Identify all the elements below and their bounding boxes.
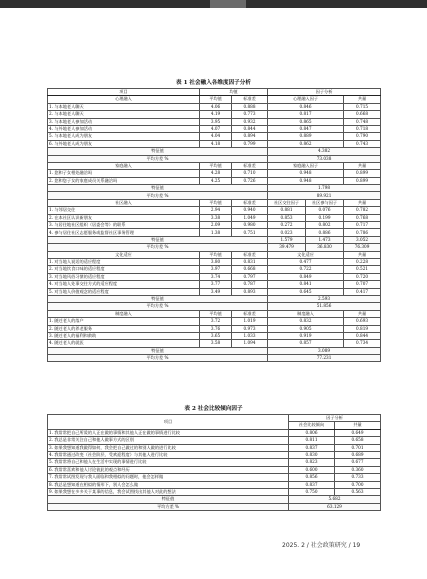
table-row (48, 273, 381, 280)
eigen-value: 3.089 (268, 347, 381, 354)
row-value: 0.846 (268, 103, 344, 110)
row-value: 1.019 (232, 318, 268, 325)
variance-value: 63.129 (289, 503, 381, 510)
row-label: 3. 随迁老人的福利和救助 (48, 332, 200, 339)
row-value: 4.28 (200, 170, 232, 177)
variance-value: 73.038 (268, 155, 381, 162)
table1-caption: 表 1 社会融入各维度因子分析 (176, 80, 251, 86)
row-value: 0.841 (268, 281, 344, 288)
row-value: 0.823 (289, 459, 335, 466)
row-value: 0.701 (335, 444, 381, 451)
row-label: 1. 对当地人说话的适应程度 (48, 258, 200, 265)
top-header-bar (0, 0, 427, 8)
column-head: 共量 (335, 422, 381, 429)
eigen-value: 2.593 (268, 295, 381, 302)
eigen-label: 特征值 (48, 496, 289, 503)
table-row (48, 437, 381, 444)
row-label: 3. 与居住地社区组织（居委会等）的联系 (48, 222, 200, 229)
row-value: 0.932 (232, 118, 268, 125)
table-row (48, 118, 381, 125)
row-value: 0.649 (335, 429, 381, 436)
table-header-row (48, 415, 381, 422)
row-label: 4. 我常常通过改变（社会阶层、受欢迎程度）与其他人进行比较 (48, 451, 289, 458)
table-row (48, 133, 381, 140)
row-value: 1.049 (232, 214, 268, 221)
row-label: 8. 我总是想知道在相似的情形下，别人会怎么做 (48, 481, 289, 488)
row-value: 0.899 (344, 170, 381, 177)
row-value: 0.199 (306, 214, 344, 221)
column-head: 平均值 (200, 310, 232, 317)
row-value: 3.97 (200, 266, 232, 273)
variance-label: 平均方差 % (48, 244, 268, 251)
row-value: 3.76 (200, 325, 232, 332)
row-value: 0.668 (344, 111, 381, 118)
table-row (48, 444, 381, 451)
column-head: 共量 (344, 310, 381, 317)
row-label: 1. 与本地老人聊天 (48, 103, 200, 110)
row-value: 2.94 (200, 207, 232, 214)
row-value: 0.743 (344, 140, 381, 147)
header-mean: 均值 (200, 89, 268, 96)
row-value: 0.748 (344, 118, 381, 125)
row-label: 2. 与本地老人聊天 (48, 111, 200, 118)
row-value: 0.717 (344, 222, 381, 229)
variance-label: 平均方差 % (48, 155, 268, 162)
table-row (48, 266, 381, 273)
variance-value: 76.309 (344, 244, 381, 251)
column-head: 标准差 (232, 199, 268, 206)
row-label: 2. 您和您子女的家庭成员关系融洽吗 (48, 177, 200, 184)
row-value: 0.832 (268, 318, 344, 325)
variance-row (48, 244, 381, 251)
table-row (48, 214, 381, 221)
eigen-row (48, 148, 381, 155)
row-value: 3.49 (200, 288, 232, 295)
row-value: 4.19 (200, 111, 232, 118)
row-label: 1. 随迁老人的落户 (48, 318, 200, 325)
row-value: 0.733 (335, 474, 381, 481)
row-value: 0.844 (232, 125, 268, 132)
row-value: 0.782 (344, 207, 381, 214)
row-value: 3.95 (200, 118, 232, 125)
row-value: 0.856 (289, 474, 335, 481)
variance-row (48, 355, 381, 362)
row-value: 0.888 (232, 103, 268, 110)
row-label: 3. 对当地风俗习惯的适应程度 (48, 273, 200, 280)
row-value: 0.786 (344, 229, 381, 236)
row-value: 0.837 (289, 481, 335, 488)
row-value: 0.668 (232, 266, 268, 273)
row-value: 0.948 (268, 177, 344, 184)
row-value: 1.033 (232, 332, 268, 339)
row-label: 4. 对当地人处事交往方式的适应程度 (48, 281, 200, 288)
row-value: 0.865 (268, 118, 344, 125)
table-row (48, 111, 381, 118)
variance-value: 51.856 (268, 303, 381, 310)
row-value: 0.830 (289, 451, 335, 458)
header-factor: 因子分析 (268, 89, 381, 96)
row-label: 1. 与邻居交往 (48, 207, 200, 214)
table-row (48, 474, 381, 481)
row-value: 0.718 (344, 125, 381, 132)
section-title: 心理融入 (48, 96, 200, 103)
table-row (48, 140, 381, 147)
row-value: 3.77 (200, 281, 232, 288)
row-value: 4.25 (200, 177, 232, 184)
header-accent-mark (210, 0, 246, 8)
row-value: 0.853 (268, 214, 306, 221)
eigen-label: 特征值 (48, 236, 268, 243)
row-value: 0.797 (232, 273, 268, 280)
variance-value: 77.231 (268, 355, 381, 362)
eigen-row (48, 496, 381, 503)
row-value: 1.38 (200, 229, 232, 236)
row-value: 0.700 (335, 481, 381, 488)
row-label: 2. 对当地饮食口味的适应程度 (48, 266, 200, 273)
row-value: 0.819 (344, 325, 381, 332)
row-value: 0.600 (289, 466, 335, 473)
section-header-row (48, 162, 381, 169)
table-row (48, 459, 381, 466)
row-value: 0.811 (289, 437, 335, 444)
row-label: 3. 与本地老人参加活动 (48, 118, 200, 125)
eigen-value: 1.473 (306, 236, 344, 243)
row-value: 3.74 (200, 273, 232, 280)
row-value: 0.948 (268, 170, 344, 177)
row-label: 4. 参与居住社区志愿服务或监督社区事务管理 (48, 229, 200, 236)
section-header-row (48, 310, 381, 317)
variance-label: 平均方差 % (48, 303, 268, 310)
variance-label: 平均方差 % (48, 355, 268, 362)
table-row (48, 207, 381, 214)
eigen-label: 特征值 (48, 347, 268, 354)
eigen-value: 1.798 (268, 185, 381, 192)
row-label: 5. 与本地老人成为朋友 (48, 133, 200, 140)
row-value: 3.65 (200, 332, 232, 339)
row-value: 0.973 (232, 325, 268, 332)
column-head: 共量 (344, 96, 381, 103)
row-value: 1.094 (232, 340, 268, 347)
row-value: 0.847 (268, 125, 344, 132)
row-label: 6. 与外地老人成为朋友 (48, 140, 200, 147)
eigen-row (48, 236, 381, 243)
header-item: 项目 (48, 415, 289, 430)
table-row (48, 325, 381, 332)
variance-row (48, 155, 381, 162)
table-row (48, 281, 381, 288)
eigen-row (48, 347, 381, 354)
variance-label: 平均方差 % (48, 192, 268, 199)
row-value: 0.817 (268, 111, 344, 118)
variance-label: 平均方差 % (48, 503, 289, 510)
column-head: 平均值 (200, 251, 232, 258)
column-head: 家庭融入因子 (268, 162, 344, 169)
row-value: 4.04 (200, 133, 232, 140)
row-value: 0.734 (344, 340, 381, 347)
table-row (48, 177, 381, 184)
table-row (48, 318, 381, 325)
row-label: 3. 如果我想知道我做得如何，我会把自己做过的和别人做的进行比较 (48, 444, 289, 451)
row-value: 0.076 (306, 207, 344, 214)
row-label: 2. 我总是非常关注自己和他人做事方式的区别 (48, 437, 289, 444)
row-value: 3.58 (200, 340, 232, 347)
row-value: 0.799 (232, 140, 268, 147)
row-value: 0.689 (335, 451, 381, 458)
row-value: 0.726 (232, 177, 268, 184)
row-label: 2. 随迁老人的养老服务 (48, 325, 200, 332)
section-title: 家庭融入 (48, 162, 200, 169)
row-value: 0.751 (232, 229, 268, 236)
variance-row (48, 503, 381, 510)
row-value: 0.857 (268, 340, 344, 347)
row-value: 4.06 (200, 103, 232, 110)
table-row (48, 288, 381, 295)
row-value: 0.837 (289, 444, 335, 451)
row-value: 0.831 (232, 258, 268, 265)
row-value: 0.417 (344, 288, 381, 295)
column-head: 心理融入因子 (268, 96, 344, 103)
row-value: 0.023 (268, 229, 306, 236)
row-value: 0.722 (268, 266, 344, 273)
row-value: 0.802 (306, 222, 344, 229)
row-value: 0.768 (344, 214, 381, 221)
eigen-label: 特征值 (48, 148, 268, 155)
table-row (48, 429, 381, 436)
row-value: 0.272 (268, 222, 306, 229)
column-head: 社区交往因子 (268, 199, 306, 206)
variance-value: 39.479 (268, 244, 306, 251)
row-value: 0.707 (344, 281, 381, 288)
column-head: 文化适应 (268, 251, 344, 258)
table-row (48, 451, 381, 458)
row-value: 0.360 (335, 466, 381, 473)
row-value: 0.720 (344, 273, 381, 280)
row-value: 0.806 (289, 429, 335, 436)
table-row (48, 125, 381, 132)
row-value: 0.658 (335, 437, 381, 444)
table-row (48, 229, 381, 236)
row-value: 0.790 (344, 133, 381, 140)
row-value: 0.940 (232, 207, 268, 214)
row-value: 0.881 (268, 207, 306, 214)
column-head: 社会比较倾向 (289, 422, 335, 429)
row-value: 0.919 (268, 332, 344, 339)
table-row (48, 103, 381, 110)
eigen-label: 特征值 (48, 295, 268, 302)
row-value: 0.905 (268, 325, 344, 332)
page-footer: 2025. 2 / 社会政策研究 / 19 (282, 542, 361, 549)
table-row (48, 340, 381, 347)
row-label: 9. 如果我想在多多关于某事的信息，我会试图找出其他人对此的想法 (48, 488, 289, 495)
column-head: 平均值 (200, 199, 232, 206)
section-header-row (48, 96, 381, 103)
row-value: 3.38 (200, 214, 232, 221)
eigen-label: 特征值 (48, 185, 268, 192)
row-value: 0.849 (268, 273, 344, 280)
row-value: 3.72 (200, 318, 232, 325)
column-head: 平均值 (200, 96, 232, 103)
row-label: 2. 在本社区认识新朋友 (48, 214, 200, 221)
row-value: 0.693 (344, 318, 381, 325)
variance-row (48, 192, 381, 199)
row-value: 0.228 (344, 258, 381, 265)
section-title: 文化适应 (48, 251, 200, 258)
table-row (48, 332, 381, 339)
column-head: 标准差 (232, 251, 268, 258)
row-value: 2.09 (200, 222, 232, 229)
column-head: 标准差 (232, 96, 268, 103)
row-value: 0.894 (232, 133, 268, 140)
table-row (48, 466, 381, 473)
row-value: 0.886 (306, 229, 344, 236)
column-head: 共量 (344, 251, 381, 258)
row-label: 5. 对当地人价值观念的适应程度 (48, 288, 200, 295)
variance-value: 89.921 (268, 192, 381, 199)
table-row (48, 481, 381, 488)
row-label: 4. 与外地老人参加活动 (48, 125, 200, 132)
table-row (48, 258, 381, 265)
row-value: 0.862 (268, 140, 344, 147)
row-value: 0.477 (268, 258, 344, 265)
row-value: 0.563 (335, 488, 381, 495)
eigen-value: 4.382 (268, 148, 381, 155)
eigen-value: 1.579 (268, 236, 306, 243)
table1 (47, 88, 381, 362)
column-head: 社区参与因子 (306, 199, 344, 206)
row-value: 0.844 (344, 332, 381, 339)
section-title: 制度融入 (48, 310, 200, 317)
row-value: 0.980 (232, 222, 268, 229)
eigen-row (48, 185, 381, 192)
row-value: 0.787 (232, 281, 268, 288)
row-value: 3.80 (200, 258, 232, 265)
row-label: 5. 我常常将自己和他人在生活中实现的事情进行比较 (48, 459, 289, 466)
table2-caption: 表 2 社会比较倾向因子 (184, 406, 243, 412)
column-head: 共量 (344, 199, 381, 206)
eigen-value: 5.682 (289, 496, 381, 503)
row-value: 4.18 (200, 140, 232, 147)
row-label: 1. 我常常把自己所爱的人正在做的事情和其他人正在做的事情进行比较 (48, 429, 289, 436)
eigen-value: 3.052 (344, 236, 381, 243)
eigen-row (48, 295, 381, 302)
table-row (48, 222, 381, 229)
row-value: 0.521 (344, 266, 381, 273)
section-header-row (48, 251, 381, 258)
variance-value: 36.830 (306, 244, 344, 251)
row-value: 4.07 (200, 125, 232, 132)
header-item: 项目 (48, 89, 200, 96)
row-label: 6. 我常常喜欢和他人讨论彼此的观点和经历 (48, 466, 289, 473)
table-row (48, 170, 381, 177)
row-value: 0.710 (232, 170, 268, 177)
table-header-row (48, 89, 381, 96)
row-label: 1. 您和子女相处融洽吗 (48, 170, 200, 177)
table2 (47, 414, 381, 511)
column-head: 共量 (344, 162, 381, 169)
row-value: 0.889 (268, 133, 344, 140)
row-value: 0.750 (289, 488, 335, 495)
column-head: 平均值 (200, 162, 232, 169)
row-value: 0.715 (344, 103, 381, 110)
row-value: 0.773 (232, 111, 268, 118)
row-value: 0.893 (232, 288, 268, 295)
row-value: 0.645 (268, 288, 344, 295)
column-head: 制度融入 (268, 310, 344, 317)
row-label: 7. 我常常试图发现与我人面临和我相似的问题时，他会怎样做 (48, 474, 289, 481)
section-header-row (48, 199, 381, 206)
row-value: 0.677 (335, 459, 381, 466)
row-label: 4. 随迁老人的就医 (48, 340, 200, 347)
column-head: 标准差 (232, 310, 268, 317)
variance-row (48, 303, 381, 310)
table-row (48, 488, 381, 495)
row-value: 0.899 (344, 177, 381, 184)
section-title: 社区融入 (48, 199, 200, 206)
column-head: 标准差 (232, 162, 268, 169)
header-factor: 因子分析 (289, 415, 381, 422)
